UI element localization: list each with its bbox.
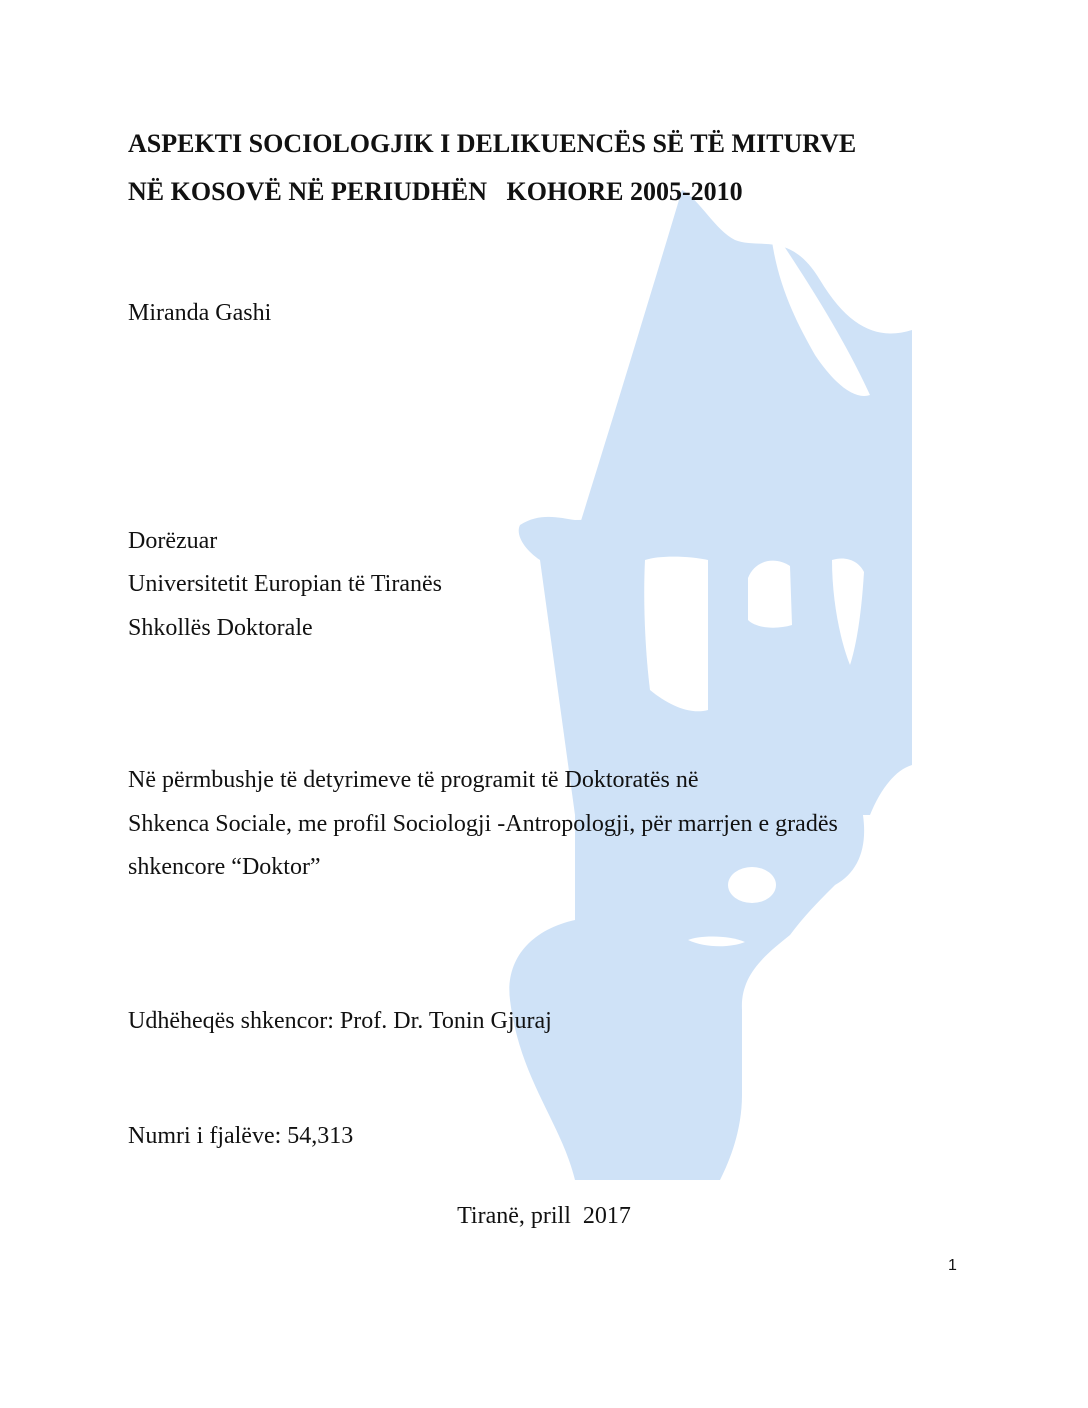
purpose-line-2: Shkenca Sociale, me profil Sociologji -Antropologji, për marrjen e gradës: [128, 811, 838, 837]
page-number: 1: [948, 1257, 957, 1274]
place-date: Tiranë, prill 2017: [457, 1203, 631, 1229]
submitted-line-2: Universitetit Europian të Tiranës: [128, 571, 442, 597]
submitted-line-1: Dorëzuar: [128, 528, 218, 554]
submitted-line-3: Shkollës Doktorale: [128, 615, 313, 641]
purpose-line-1: Në përmbushje të detyrimeve të programit të Doktoratës në: [128, 767, 699, 793]
author-name: Miranda Gashi: [128, 300, 272, 326]
purpose-line-3: shkencore “Doktor”: [128, 854, 321, 880]
document-title-line-1: ASPEKTI SOCIOLOGJIK I DELIKUENCËS SË TË MITURVE: [128, 129, 857, 158]
document-title-line-2: NË KOSOVË NË PERIUDHËN KOHORE 2005-2010: [128, 177, 743, 206]
supervisor-line: Udhëheqës shkencor: Prof. Dr. Tonin Gjuraj: [128, 1008, 552, 1034]
word-count: Numri i fjalëve: 54,313: [128, 1123, 354, 1149]
